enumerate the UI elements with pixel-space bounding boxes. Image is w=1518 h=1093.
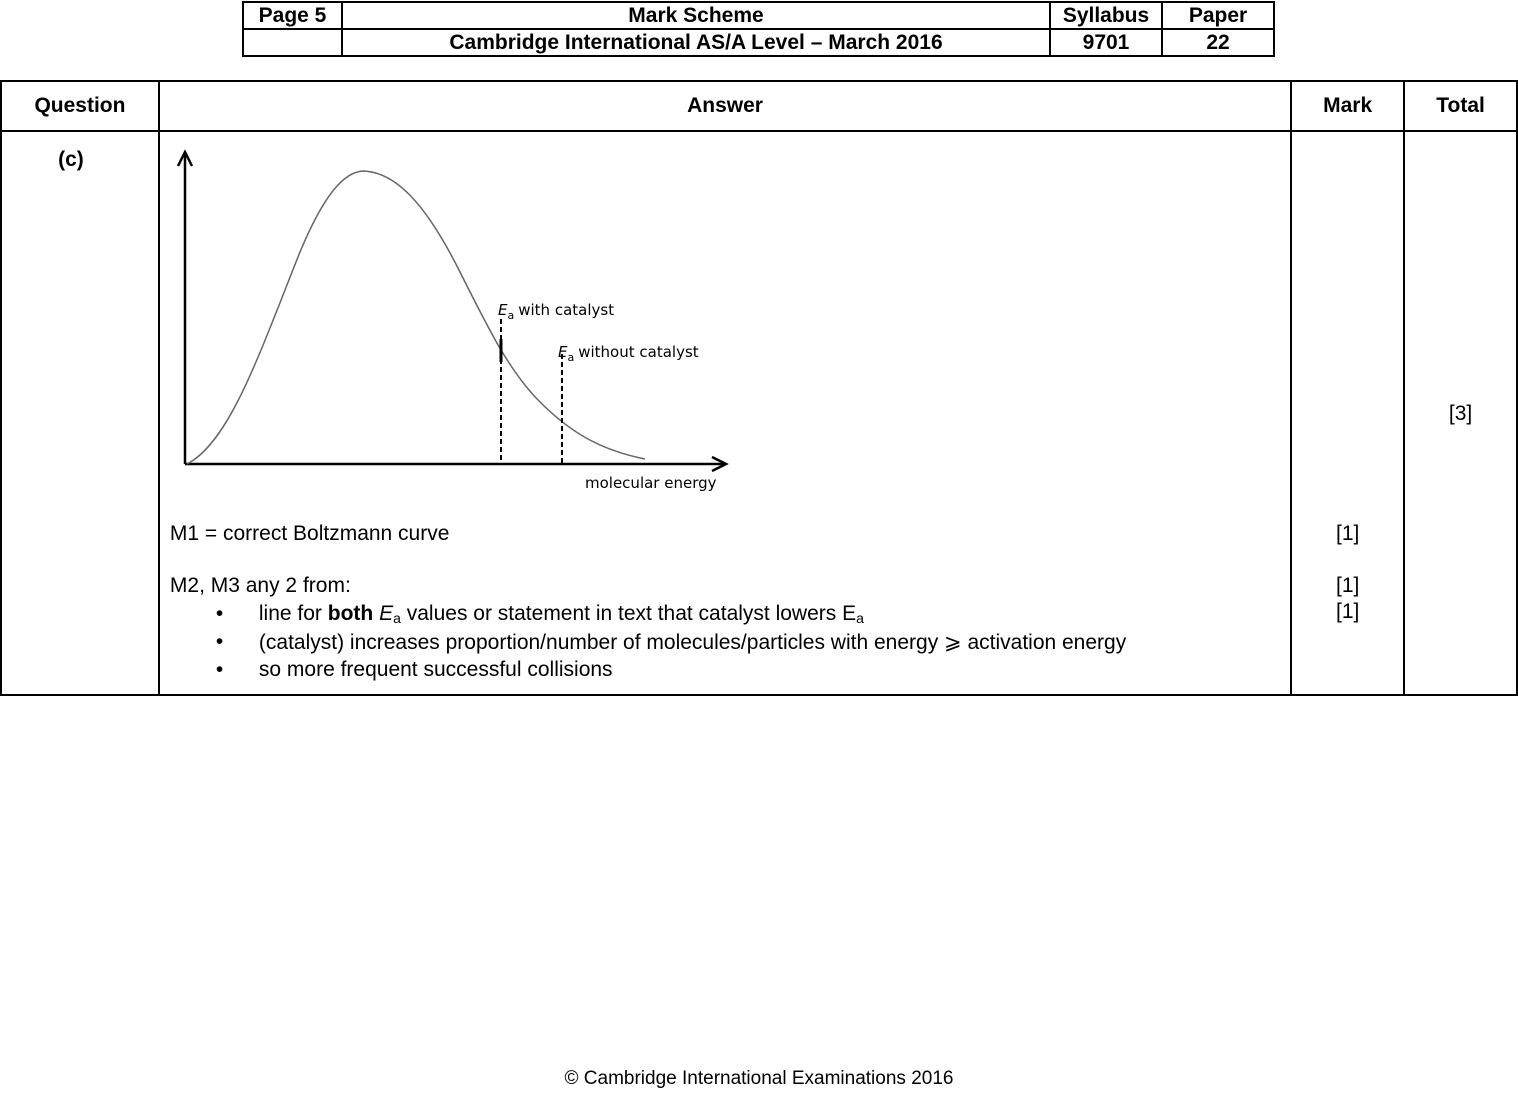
col-total: Total: [1404, 81, 1517, 131]
m2-mark: [1]: [1336, 574, 1360, 597]
bullet-dot: •: [215, 630, 224, 653]
col-question: Question: [1, 81, 159, 131]
mark-cell: [1291, 131, 1404, 695]
paper-label: Paper: [1162, 2, 1274, 29]
mark-scheme-table: [0, 80, 1518, 696]
m1-text: M1 = correct Boltzmann curve: [169, 522, 450, 545]
col-answer: Answer: [159, 81, 1291, 131]
question-label: (c): [58, 148, 84, 171]
ea-with-label: $E_a$ with catalyst: [497, 301, 614, 322]
doc-type: Mark Scheme: [342, 2, 1050, 29]
ea-without-label: $E_a$ without catalyst: [557, 343, 699, 364]
paper-number: 22: [1162, 29, 1274, 56]
copyright-footer: © Cambridge International Examinations 2016: [564, 1068, 954, 1089]
col-mark: Mark: [1291, 81, 1404, 131]
x-axis-label: molecular energy: [584, 474, 717, 492]
answer-cell: [159, 131, 1291, 695]
bullet-1: line for both $E_a$ values or statement in text that catalyst lowers $E_a$: [258, 602, 864, 626]
m1-mark: [1]: [1336, 522, 1360, 545]
boltzmann-graph: [160, 132, 760, 502]
header-table: [242, 1, 1275, 57]
m3-mark: [1]: [1336, 600, 1360, 623]
total-mark: [3]: [1448, 402, 1473, 425]
m23-intro: M2, M3 any 2 from:: [169, 574, 351, 597]
blank-cell: [243, 29, 342, 56]
total-cell: [1404, 131, 1517, 695]
bullet-2: (catalyst) increases proportion/number of molecules/particles with energy ⩾ activation energy: [258, 631, 1127, 654]
syllabus-label: Syllabus: [1050, 2, 1162, 29]
bullet-dot: •: [215, 658, 224, 681]
page-number: Page 5: [243, 2, 342, 29]
bullet-3: so more frequent successful collisions: [258, 658, 613, 681]
bullet-dot: •: [215, 602, 224, 625]
syllabus-code: 9701: [1050, 29, 1162, 56]
qualification-title: Cambridge International AS/A Level – March 2016: [342, 29, 1050, 56]
question-cell: [1, 131, 159, 695]
